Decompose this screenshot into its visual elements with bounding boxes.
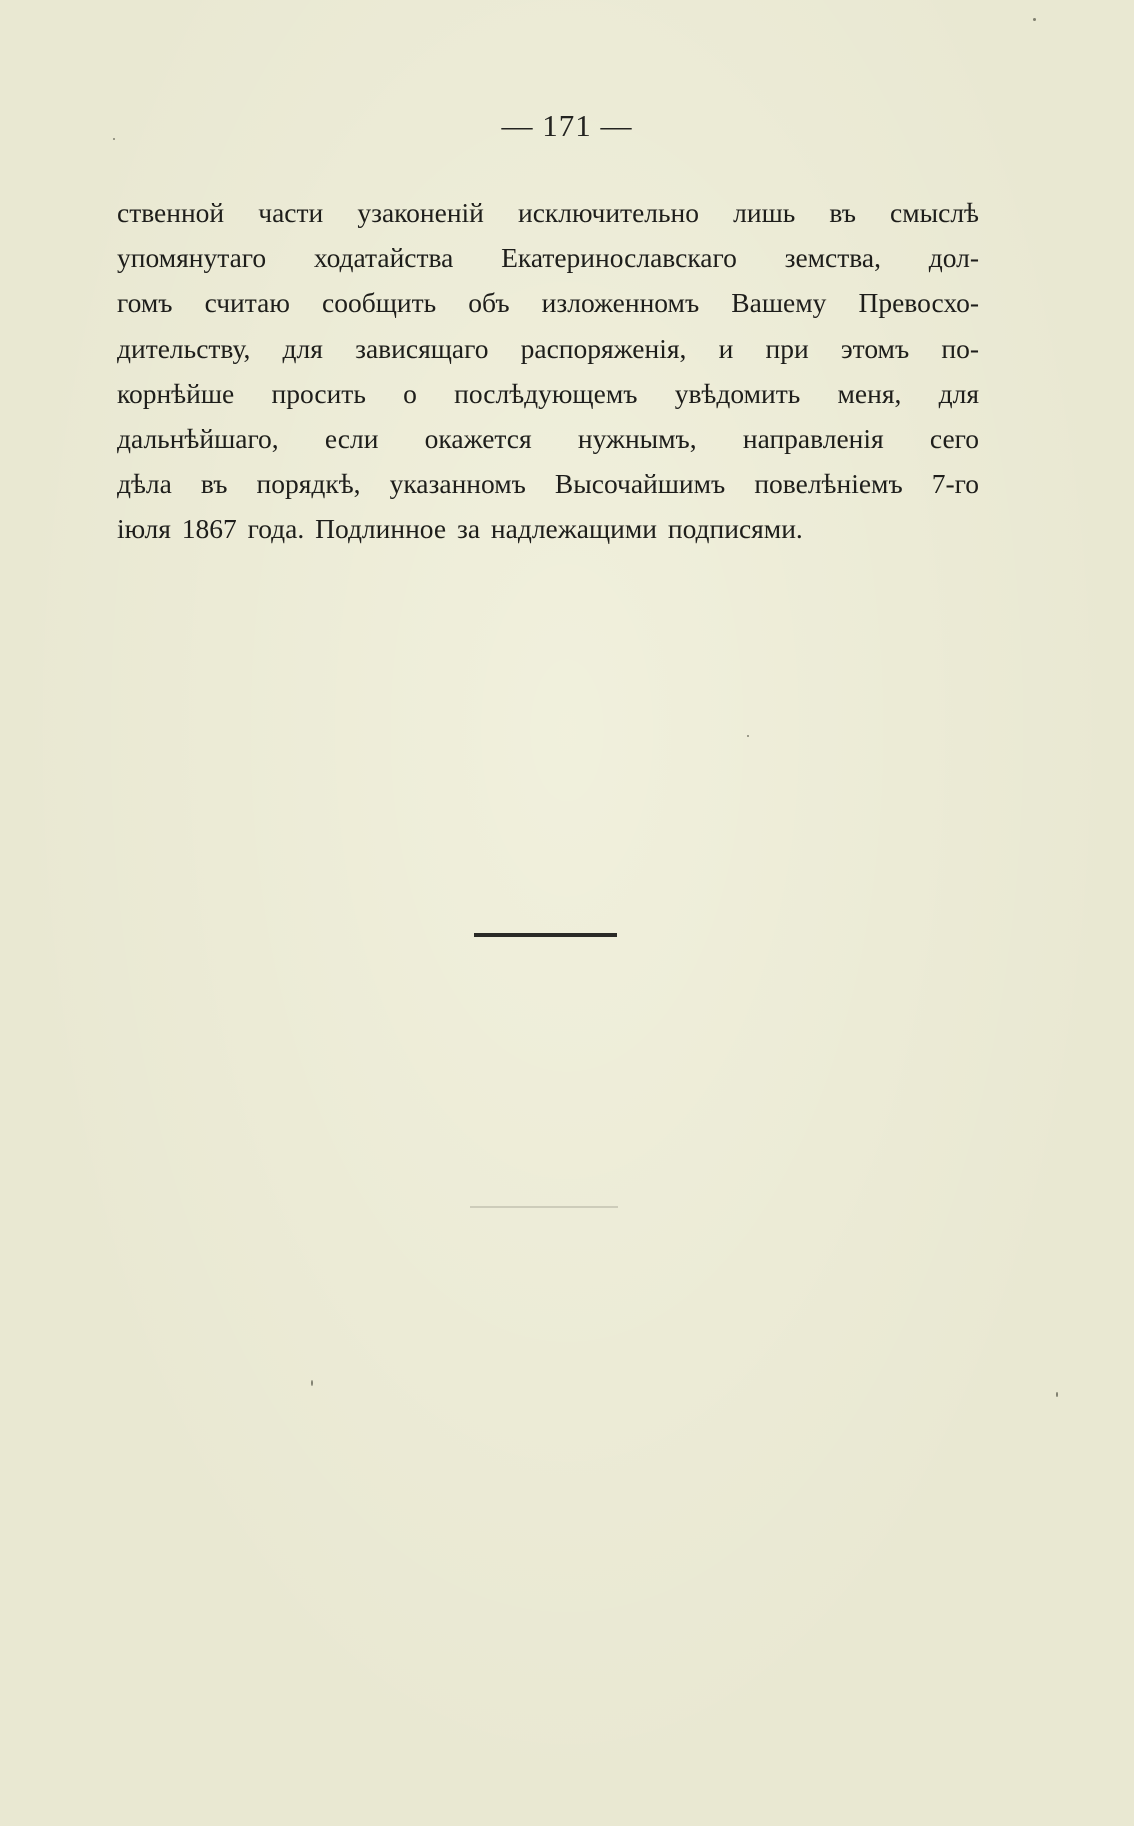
text-line: іюля 1867 года. Подлинное за надлежащими подписями. bbox=[117, 513, 803, 545]
section-divider bbox=[474, 933, 617, 937]
paper-speck bbox=[113, 138, 115, 140]
paper-speck bbox=[1033, 18, 1036, 21]
text-line: дѣла въ порядкѣ, указанномъ Высочайшимъ повелѣніемъ 7-го bbox=[117, 468, 979, 500]
text-line: дительству, для зависящаго распоряженія, и при этомъ по- bbox=[117, 332, 979, 364]
text-line: упомянутаго ходатайства Екатеринославскаго земства, дол- bbox=[117, 242, 979, 274]
text-line: гомъ считаю сообщить объ изложенномъ Вашему Превосхо- bbox=[117, 287, 979, 319]
text-line: дальнѣйшаго, если окажется нужнымъ, направленія сего bbox=[117, 422, 979, 454]
bleed-through-divider bbox=[470, 1206, 618, 1208]
text-line: ственной части узаконеній исключительно лишь въ смыслѣ bbox=[117, 197, 979, 228]
paper-speck bbox=[747, 735, 749, 737]
paper-speck bbox=[1056, 1392, 1058, 1397]
page-number: — 171 — bbox=[501, 108, 633, 143]
body-text bbox=[117, 190, 979, 552]
text-line: корнѣйше просить о послѣдующемъ увѣдомить меня, для bbox=[117, 377, 979, 409]
paper-speck bbox=[311, 1380, 313, 1386]
